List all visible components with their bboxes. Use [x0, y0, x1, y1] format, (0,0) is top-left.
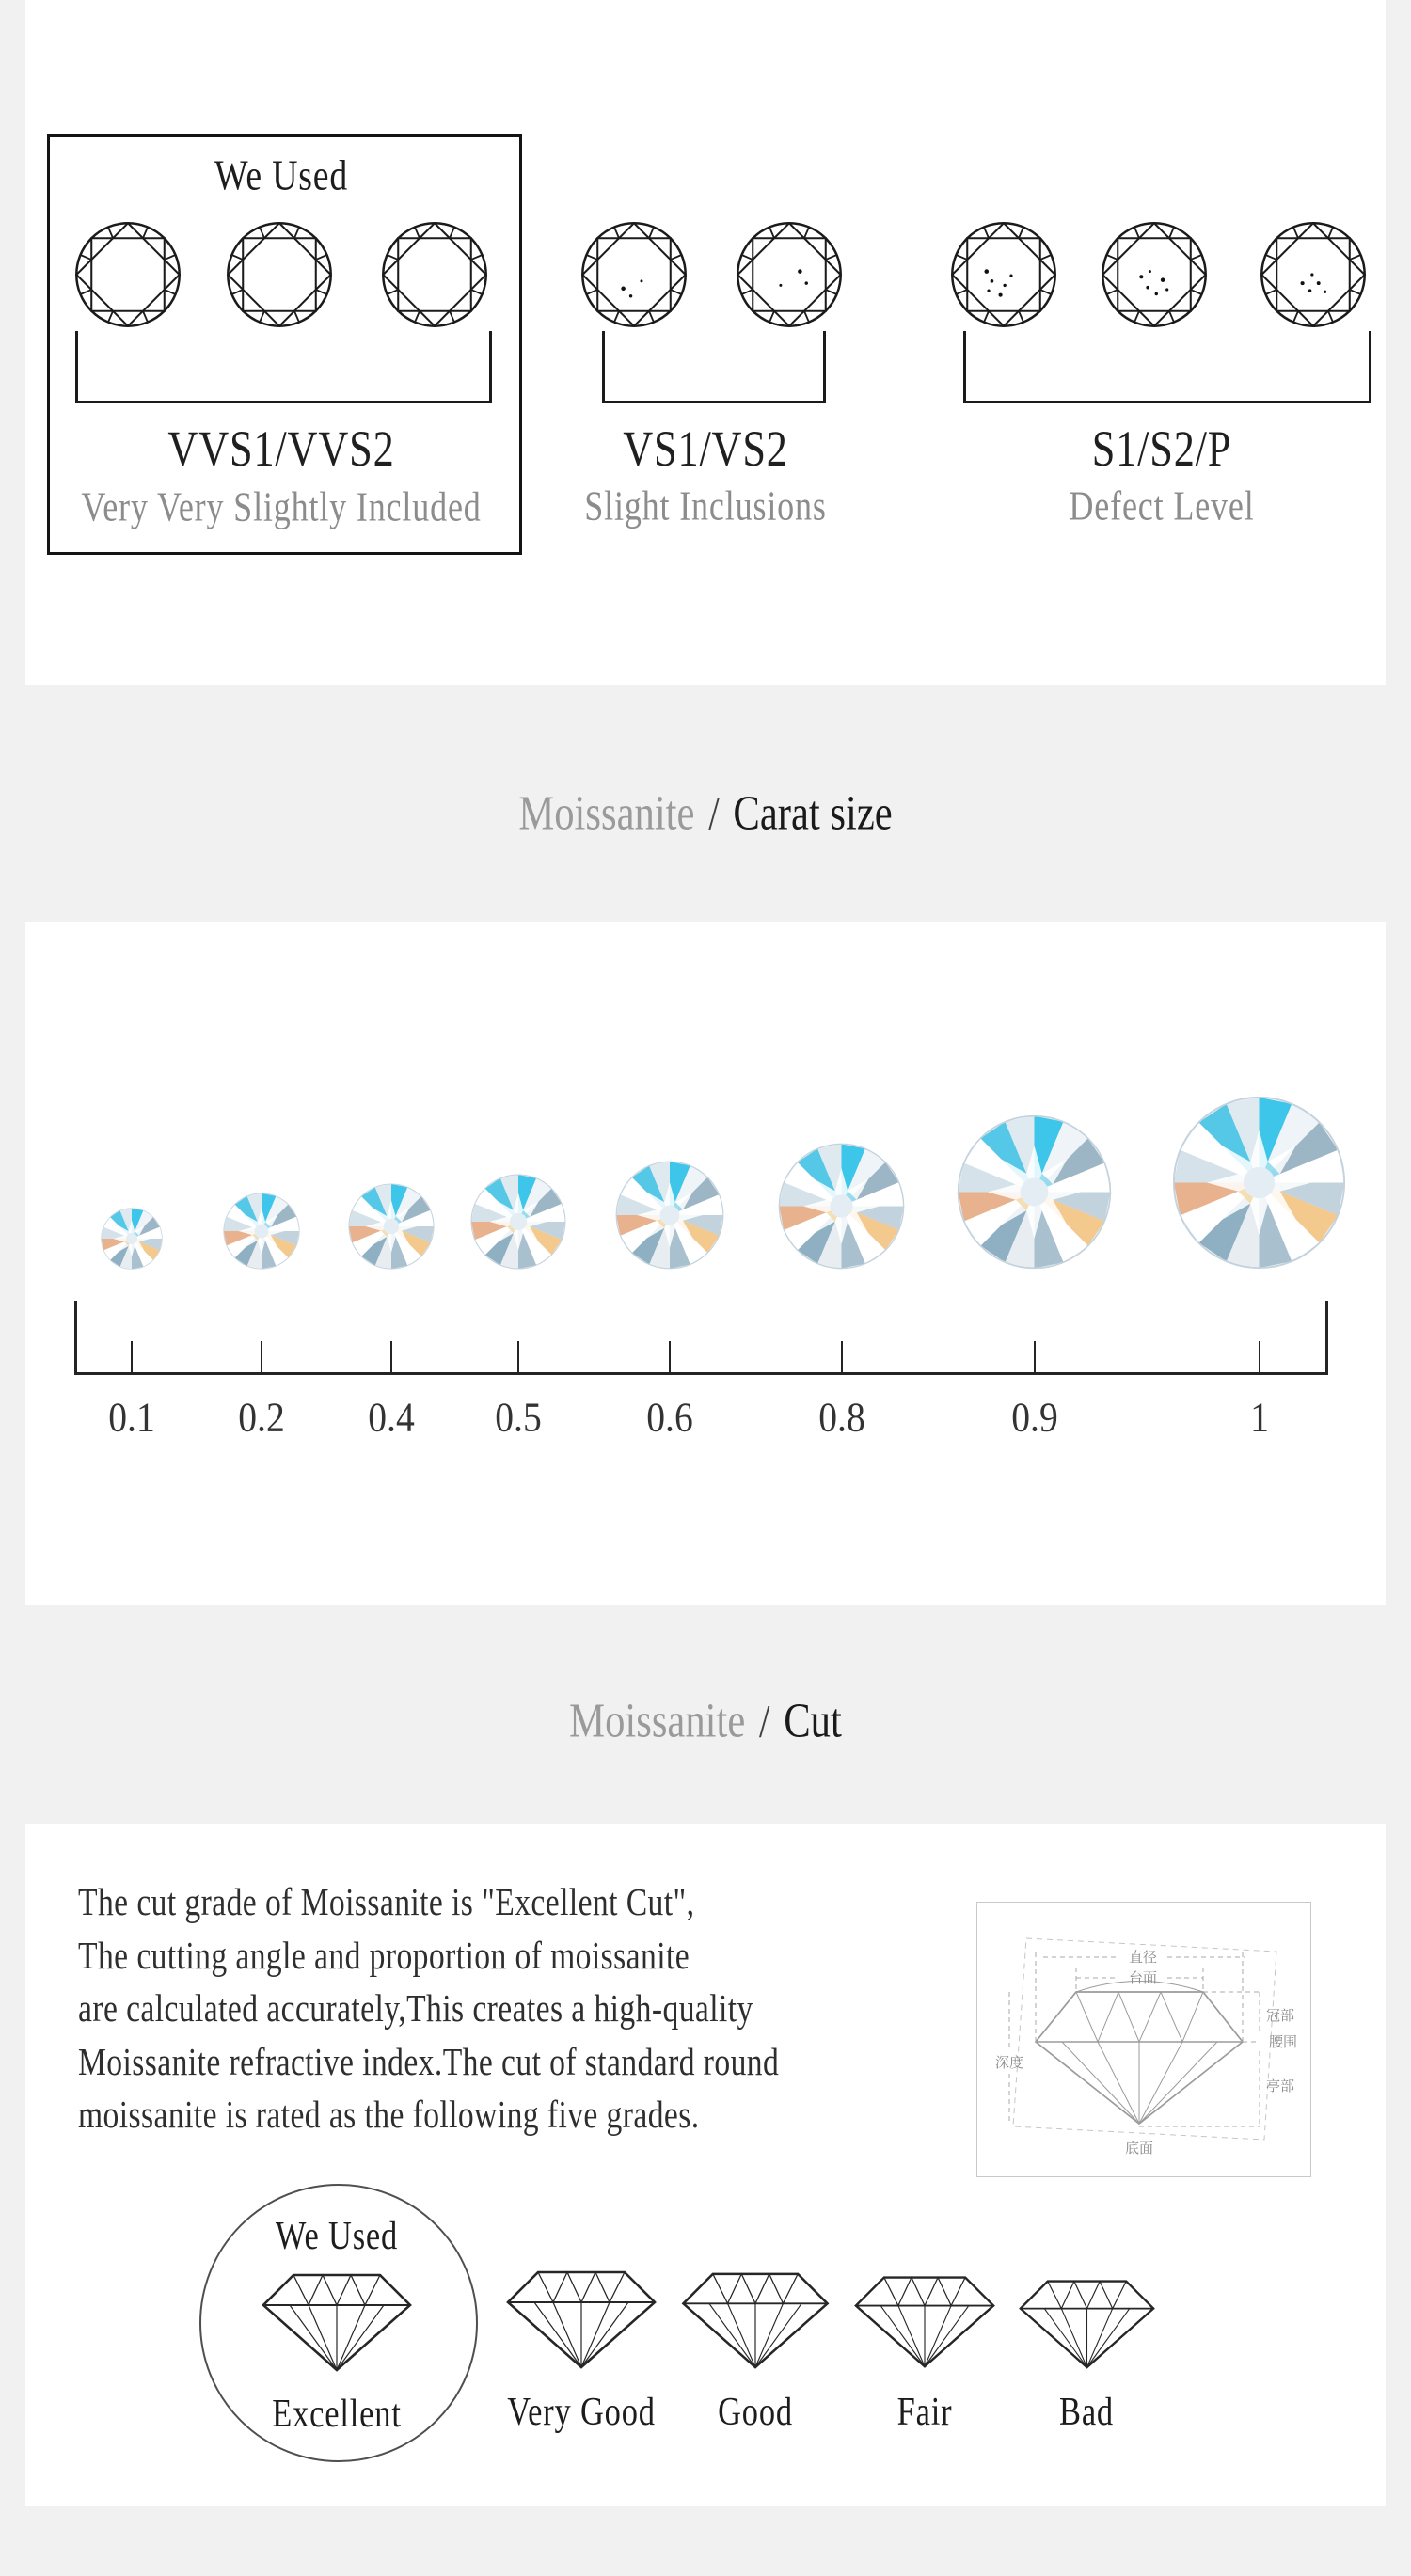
cut-section-heading: [569, 1694, 842, 1749]
carat-size-section: [25, 922, 1386, 1605]
ruler-tick-0.8: [841, 1341, 843, 1372]
diamond-clarity-vs-2-icon: [736, 221, 843, 328]
cut-diagram-figure: [976, 1902, 1311, 2177]
gem-0.6ct-icon: [615, 1161, 724, 1270]
gem-0.5ct-icon: [470, 1174, 566, 1270]
bracket-vs: [602, 331, 826, 403]
grade-desc-vvs: Very Very Slightly Included: [81, 483, 482, 530]
gem-0.4ct-icon: [348, 1183, 435, 1270]
diagram-label-crown: 冠部: [1265, 2008, 1295, 2024]
grade-desc-vs: Slight Inclusions: [584, 482, 827, 529]
grade-label-vvs: VVS1/VVS2: [167, 420, 395, 477]
ruler-tick-0.4: [390, 1341, 392, 1372]
bracket-vvs: [75, 331, 492, 403]
cut-grade-label-good: Good: [718, 2391, 793, 2434]
ruler-tick-1: [1259, 1341, 1260, 1372]
carat-section-heading: [518, 786, 892, 842]
cut-paragraph-line: are calculated accurately,This creates a high-quality: [78, 1986, 753, 2030]
diagram-label-pavilion: 亭部: [1265, 2078, 1295, 2094]
diamond-clarity-vvs-2-icon: [226, 221, 333, 328]
gem-0.2ct-icon: [223, 1193, 300, 1270]
gem-1ct-icon: [1172, 1096, 1346, 1270]
cut-grade-label-very-good: Very Good: [507, 2391, 656, 2434]
diamond-clarity-s-3-icon: [1260, 221, 1367, 328]
carat-label-0.8: 0.8: [818, 1394, 865, 1441]
diamond-clarity-vs-1-icon: [580, 221, 688, 328]
bracket-s: [963, 331, 1371, 403]
ruler-tick-0.2: [261, 1341, 262, 1372]
heading-title: Cut: [784, 1694, 842, 1748]
ruler-tick-0.5: [517, 1341, 519, 1372]
grade-label-vs: VS1/VS2: [623, 420, 788, 477]
diagram-label-depth: 深度: [994, 2055, 1024, 2071]
cut-paragraph: [78, 1875, 927, 2141]
clarity-section: [25, 0, 1386, 685]
ruler-end-right: [1325, 1301, 1328, 1372]
cut-diamond-bad-icon: [1019, 2276, 1155, 2370]
cut-diamond-very-good-icon: [501, 2267, 661, 2370]
diamond-clarity-vvs-1-icon: [74, 221, 182, 328]
diamond-clarity-s-1-icon: [950, 221, 1057, 328]
grade-desc-s: Defect Level: [1069, 482, 1255, 529]
cut-grade-label-bad: Bad: [1059, 2391, 1114, 2434]
carat-label-0.2: 0.2: [238, 1394, 285, 1441]
ruler-baseline: [74, 1372, 1328, 1375]
cut-grade-label-excellent: Excellent: [272, 2393, 402, 2436]
heading-separator: /: [759, 1694, 770, 1747]
carat-label-0.4: 0.4: [368, 1394, 415, 1441]
gem-0.1ct-icon: [101, 1208, 163, 1270]
cut-paragraph-line: Moissanite refractive index.The cut of standard round: [78, 2039, 780, 2083]
carat-label-0.5: 0.5: [495, 1394, 542, 1441]
cut-we-used-label: We Used: [275, 2215, 399, 2258]
ruler-end-left: [74, 1301, 77, 1372]
cut-paragraph-line: The cut grade of Moissanite is "Excellent Cut",: [78, 1880, 695, 1923]
diamond-clarity-vvs-3-icon: [381, 221, 488, 328]
diamond-clarity-s-2-icon: [1101, 221, 1208, 328]
cut-diamond-fair-icon: [854, 2271, 995, 2370]
heading-prefix: Moissanite: [569, 1694, 746, 1748]
ruler-tick-0.1: [131, 1341, 133, 1372]
carat-label-0.1: 0.1: [108, 1394, 155, 1441]
cut-diamond-excellent-icon: [259, 2269, 415, 2373]
carat-label-0.9: 0.9: [1011, 1394, 1058, 1441]
cut-paragraph-line: moissanite is rated as the following five grades.: [78, 2093, 700, 2136]
gem-0.8ct-icon: [778, 1143, 905, 1270]
ruler-tick-0.9: [1034, 1341, 1036, 1372]
grade-label-s: S1/S2/P: [1091, 420, 1232, 477]
ruler-tick-0.6: [669, 1341, 671, 1372]
cut-diamond-good-icon: [680, 2268, 831, 2370]
heading-title: Carat size: [733, 786, 893, 841]
carat-label-1: 1: [1250, 1394, 1269, 1441]
we-used-box-title: We Used: [214, 150, 349, 199]
gem-0.9ct-icon: [957, 1114, 1112, 1270]
cut-paragraph-line: The cutting angle and proportion of moissanite: [78, 1933, 690, 1977]
diagram-label-culet: 底面: [1124, 2141, 1154, 2157]
heading-prefix: Moissanite: [518, 786, 695, 841]
diagram-label-table: 台面: [1128, 1970, 1158, 1986]
cut-diagram-icon: [977, 1903, 1310, 2176]
carat-label-0.6: 0.6: [646, 1394, 693, 1441]
cut-grade-label-fair: Fair: [896, 2391, 953, 2434]
diagram-label-diameter: 直径: [1128, 1950, 1158, 1966]
cut-section: [25, 1824, 1386, 2506]
diagram-label-girdle: 腰围: [1268, 2034, 1298, 2050]
heading-separator: /: [708, 786, 720, 840]
